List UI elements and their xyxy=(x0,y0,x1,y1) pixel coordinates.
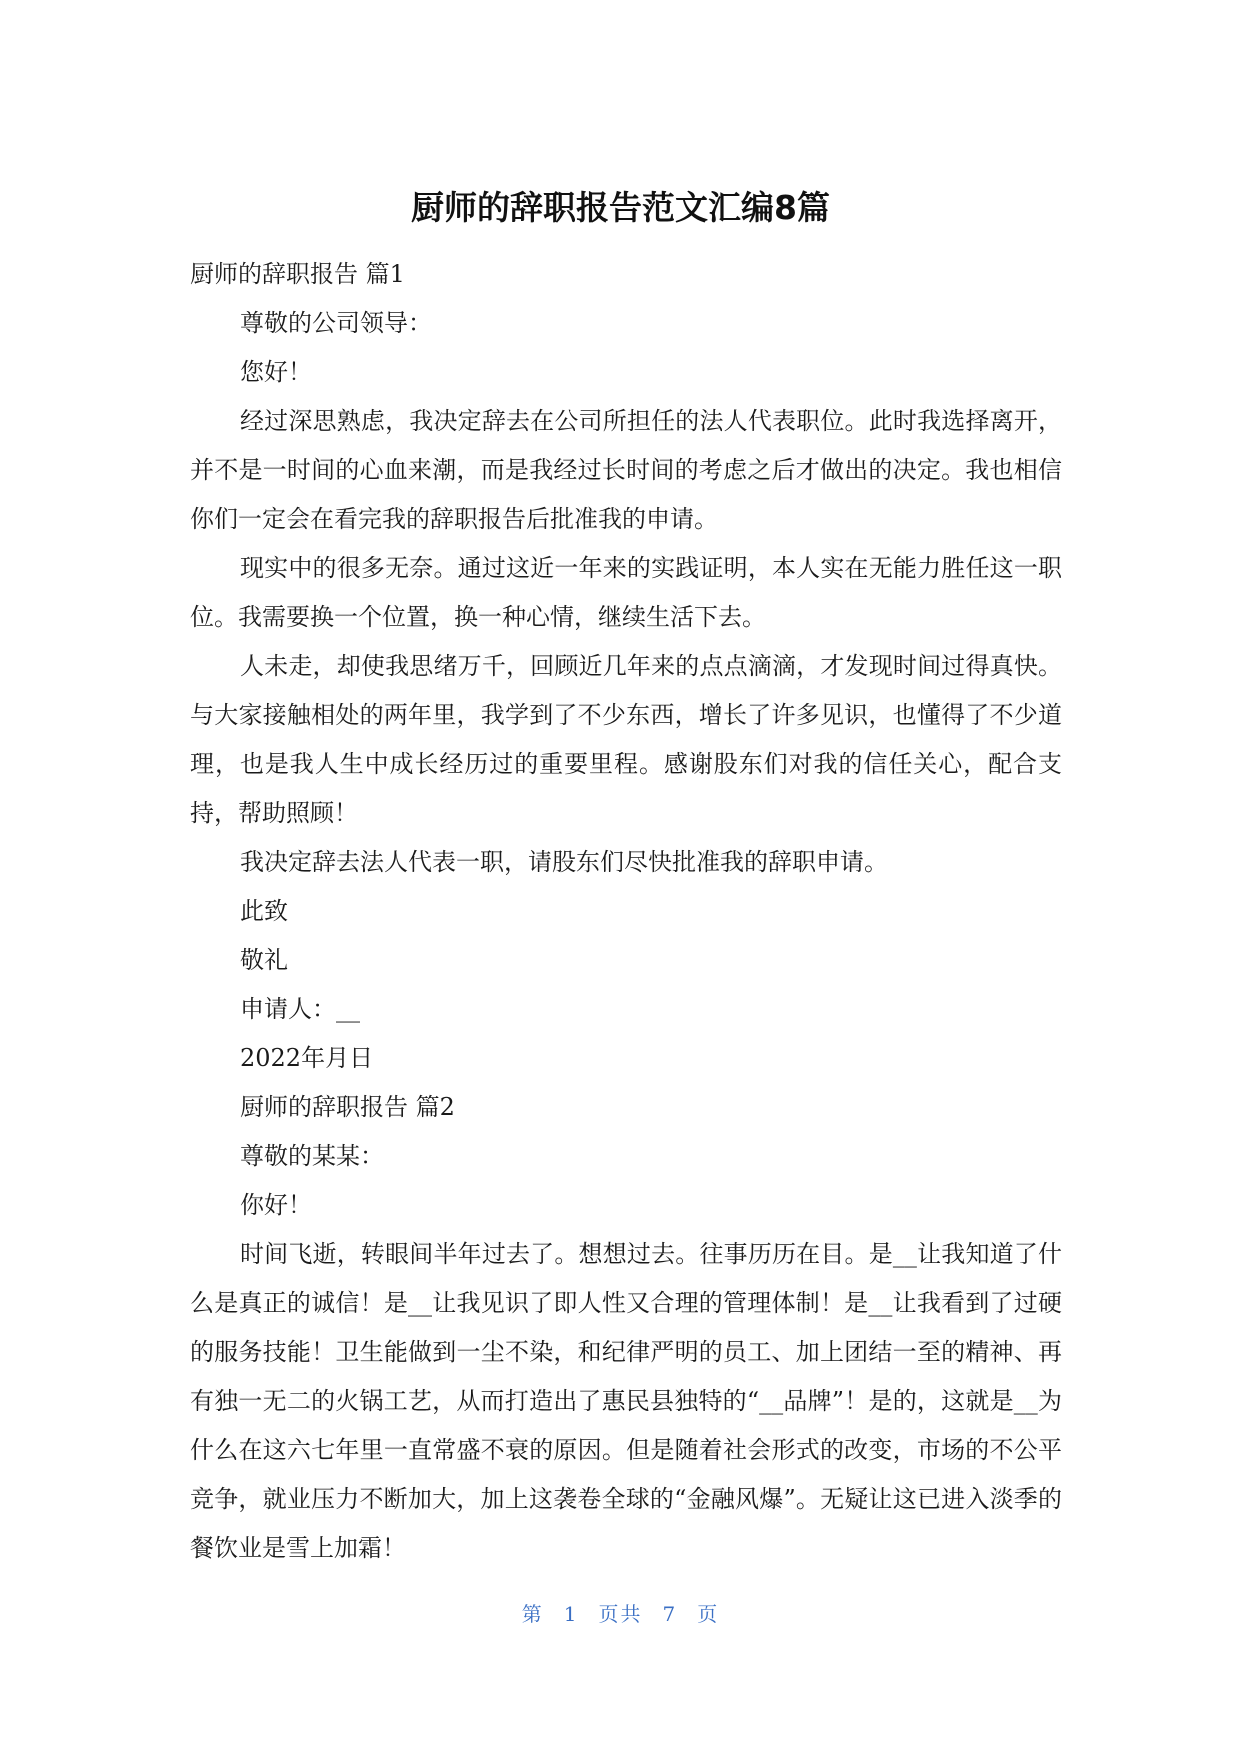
footer-page-number: 1 xyxy=(563,1602,579,1626)
body-paragraph: 我决定辞去法人代表一职，请股东们尽快批准我的辞职申请。 xyxy=(240,848,888,876)
footer-suffix: 页 xyxy=(697,1602,720,1626)
section-heading-2: 厨师的辞职报告 篇2 xyxy=(240,1093,455,1121)
document-body xyxy=(190,250,1062,1573)
closing-line: 此致 xyxy=(240,897,288,925)
footer-middle: 页共 xyxy=(598,1602,643,1626)
section-heading-1: 厨师的辞职报告 篇1 xyxy=(190,260,405,288)
body-paragraph: 现实中的很多无奈。通过这近一年来的实践证明，本人实在无能力胜任这一职位。我需要换一个位置，换一种心情，继续生活下去。 xyxy=(190,554,1062,631)
applicant-line: 申请人：__ xyxy=(240,995,360,1023)
body-paragraph: 人未走，却使我思绪万千，回顾近几年来的点点滴滴，才发现时间过得真快。与大家接触相处的两年里，我学到了不少东西，增长了许多见识，也懂得了不少道理，也是我人生中成长经历过的重要里程。感谢股东们对我的信任关心，配合支持，帮助照顾！ xyxy=(190,652,1062,827)
salutation: 尊敬的公司领导： xyxy=(240,309,432,337)
body-paragraph: 时间飞逝，转眼间半年过去了。想想过去。往事历历在目。是__让我知道了什么是真正的诚信！是__让我见识了即人性又合理的管理体制！是__让我看到了过硬的服务技能！卫生能做到一尘不染，和纪律严明的员工、加上团结一至的精神、再有独一无二的火锅工艺，从而打造出了惠民县独特的“__品牌”！是的，这就是__为什么在这六七年里一直常盛不衰的原因。但是随着社会形式的改变，市场的不公平竞争，就业压力不断加大，加上这袭卷全球的“金融风爆”。无疑让这已进入淡季的餐饮业是雪上加霜！ xyxy=(190,1240,1062,1562)
greeting: 您好！ xyxy=(240,358,312,386)
body-paragraph: 经过深思熟虑，我决定辞去在公司所担任的法人代表职位。此时我选择离开，并不是一时间的心血来潮，而是我经过长时间的考虑之后才做出的决定。我也相信你们一定会在看完我的辞职报告后批准我的申请。 xyxy=(190,407,1062,533)
date-line: 2022年月日 xyxy=(240,1044,374,1072)
document-title: 厨师的辞职报告范文汇编8篇 xyxy=(411,188,830,227)
footer-prefix: 第 xyxy=(521,1602,544,1626)
salutation: 尊敬的某某： xyxy=(240,1142,384,1170)
page-footer xyxy=(0,1600,1241,1628)
closing-regards: 敬礼 xyxy=(240,946,288,974)
footer-total-pages: 7 xyxy=(662,1602,678,1626)
greeting: 你好！ xyxy=(240,1191,312,1219)
